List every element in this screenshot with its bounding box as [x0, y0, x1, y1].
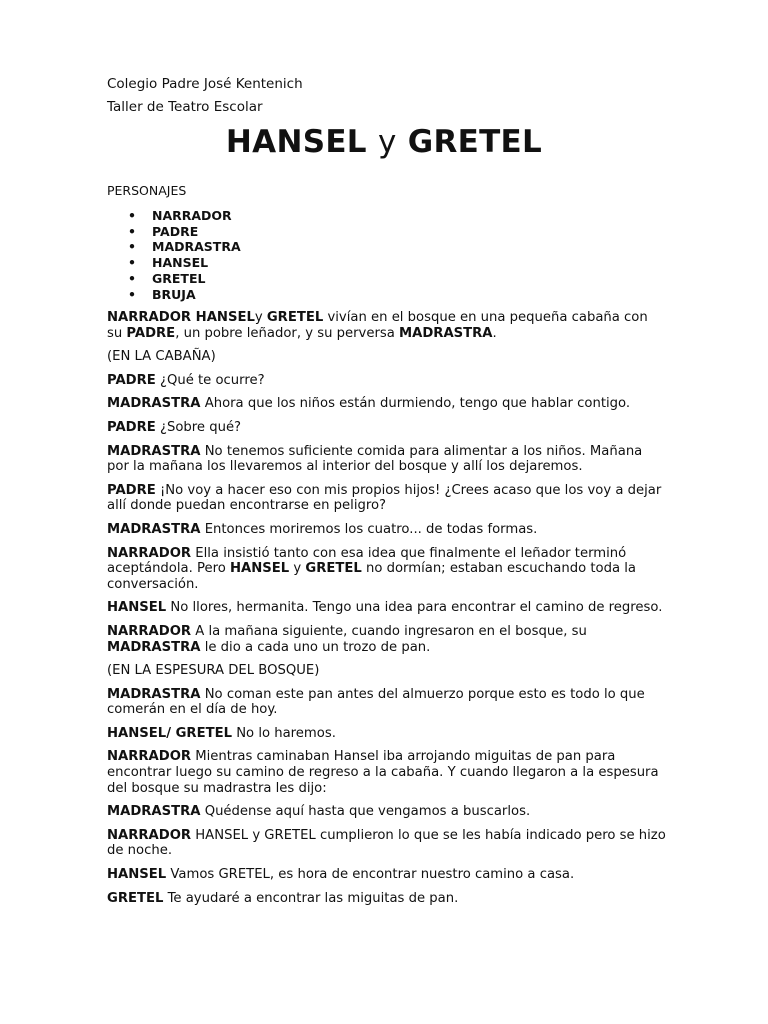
- speaker-name: NARRADOR: [107, 623, 192, 639]
- character-item: • MADRASTRA: [128, 239, 241, 255]
- script-paragraph: [107, 749, 667, 796]
- dialogue-text: , un pobre leñador, y su perversa: [175, 325, 400, 341]
- script-paragraph: [107, 624, 667, 655]
- script-paragraph: [107, 687, 667, 718]
- speaker-name: MADRASTRA: [107, 521, 201, 537]
- script-paragraph: [107, 522, 667, 538]
- dialogue-text: Vamos GRETEL, es hora de encontrar nuestro camino a casa.: [166, 867, 575, 883]
- title-part-gretel: GRETEL: [407, 124, 543, 160]
- speaker-name: GRETEL: [305, 561, 362, 577]
- dialogue-text: vivían en el bosque en una pequeña cabaña con su: [107, 310, 648, 341]
- script-paragraph: [107, 396, 667, 412]
- script-paragraph: [107, 828, 667, 859]
- script-body: [107, 310, 667, 914]
- script-paragraph: [107, 483, 667, 514]
- script-paragraph: [107, 726, 667, 742]
- dialogue-text: Ahora que los niños están durmiendo, tengo que hablar contigo.: [200, 396, 631, 412]
- script-paragraph: [107, 663, 667, 679]
- dialogue-text: Ella insistió tanto con esa idea que finalmente el leñador terminó aceptándola. Pero: [107, 545, 627, 577]
- dialogue-text: A la mañana siguiente, cuando ingresaron en el bosque, su: [191, 623, 587, 639]
- dialogue-text: ¿Sobre qué?: [155, 419, 242, 435]
- script-paragraph: [107, 600, 667, 616]
- dialogue-text: Mientras caminaban Hansel iba arrojando miguitas de pan para encontrar luego su camino de regreso a la cabaña. Y cuando llegaron a la espesura del bosque su madrastra les dijo:: [107, 749, 659, 796]
- script-paragraph: [107, 546, 667, 593]
- speaker-name: NARRADOR: [107, 827, 192, 843]
- speaker-name: HANSEL: [107, 600, 167, 616]
- speaker-name: MADRASTRA: [399, 325, 493, 341]
- speaker-name: HANSEL: [107, 867, 167, 883]
- dialogue-text: Entonces moriremos los cuatro... de todas formas.: [200, 521, 538, 537]
- script-paragraph: [107, 349, 667, 365]
- dialogue-text: HANSEL y GRETEL cumplieron lo que se les había indicado pero se hizo de noche.: [107, 827, 666, 859]
- speaker-name: MADRASTRA: [107, 804, 201, 820]
- dialogue-text: .: [492, 325, 497, 341]
- character-item: • HANSEL: [128, 255, 241, 271]
- speaker-name: GRETEL: [266, 310, 324, 325]
- speaker-name: GRETEL: [107, 890, 164, 906]
- speaker-name: NARRADOR: [107, 545, 192, 561]
- script-paragraph: [107, 373, 667, 389]
- script-paragraph: [107, 444, 667, 475]
- dialogue-text: Quédense aquí hasta que vengamos a buscarlos.: [200, 804, 531, 820]
- script-paragraph: [107, 310, 667, 341]
- dialogue-text: Te ayudaré a encontrar las miguitas de pan.: [163, 890, 459, 906]
- speaker-name: MADRASTRA: [107, 639, 201, 655]
- script-paragraph: [107, 804, 667, 820]
- speaker-name: PADRE: [107, 482, 156, 498]
- speaker-name: MADRASTRA: [107, 686, 201, 702]
- dialogue-text: No lo haremos.: [232, 725, 336, 741]
- dialogue-text: y: [254, 310, 267, 325]
- speaker-name: PADRE: [126, 325, 176, 341]
- workshop-name: Taller de Teatro Escolar: [107, 99, 263, 115]
- title-connector: y: [377, 124, 397, 160]
- character-item: • GRETEL: [128, 271, 241, 287]
- character-item: • BRUJA: [128, 287, 241, 303]
- school-name: Colegio Padre José Kentenich: [107, 76, 303, 92]
- dialogue-text: No tenemos suficiente comida para alimentar a los niños. Mañana por la mañana los llevaremos al interior del bosque y allí los dejaremos.: [107, 443, 643, 475]
- script-paragraph: [107, 420, 667, 436]
- character-item: • PADRE: [128, 224, 241, 240]
- character-item: • NARRADOR: [128, 208, 241, 224]
- title-part-hansel: HANSEL: [225, 124, 367, 160]
- speaker-name: NARRADOR HANSEL: [107, 310, 255, 325]
- play-title: [0, 122, 768, 162]
- script-paragraph: [107, 867, 667, 883]
- speaker-name: HANSEL: [229, 561, 290, 577]
- dialogue-text: ¿Qué te ocurre?: [155, 372, 265, 388]
- dialogue-text: no dormían; estaban escuchando toda la conversación.: [107, 561, 636, 592]
- speaker-name: NARRADOR: [107, 749, 192, 765]
- dialogue-text: (EN LA ESPESURA DEL BOSQUE): [107, 663, 320, 679]
- speaker-name: MADRASTRA: [107, 396, 201, 412]
- speaker-name: PADRE: [107, 372, 156, 388]
- dialogue-text: ¡No voy a hacer eso con mis propios hijos! ¿Crees acaso que los voy a dejar allí donde puedan encontrarse en peligro?: [107, 482, 662, 514]
- speaker-name: MADRASTRA: [107, 443, 201, 459]
- characters-heading: PERSONAJES: [107, 183, 187, 198]
- speaker-name: HANSEL/ GRETEL: [107, 725, 232, 741]
- dialogue-text: (EN LA CABAÑA): [107, 349, 216, 365]
- dialogue-text: No llores, hermanita. Tengo una idea para encontrar el camino de regreso.: [166, 600, 663, 616]
- speaker-name: PADRE: [107, 419, 156, 435]
- dialogue-text: le dio a cada uno un trozo de pan.: [200, 639, 431, 655]
- characters-list: [128, 208, 241, 302]
- dialogue-text: No coman este pan antes del almuerzo porque esto es todo lo que comerán en el día de hoy.: [107, 686, 645, 718]
- script-paragraph: [107, 891, 667, 907]
- dialogue-text: y: [289, 561, 306, 577]
